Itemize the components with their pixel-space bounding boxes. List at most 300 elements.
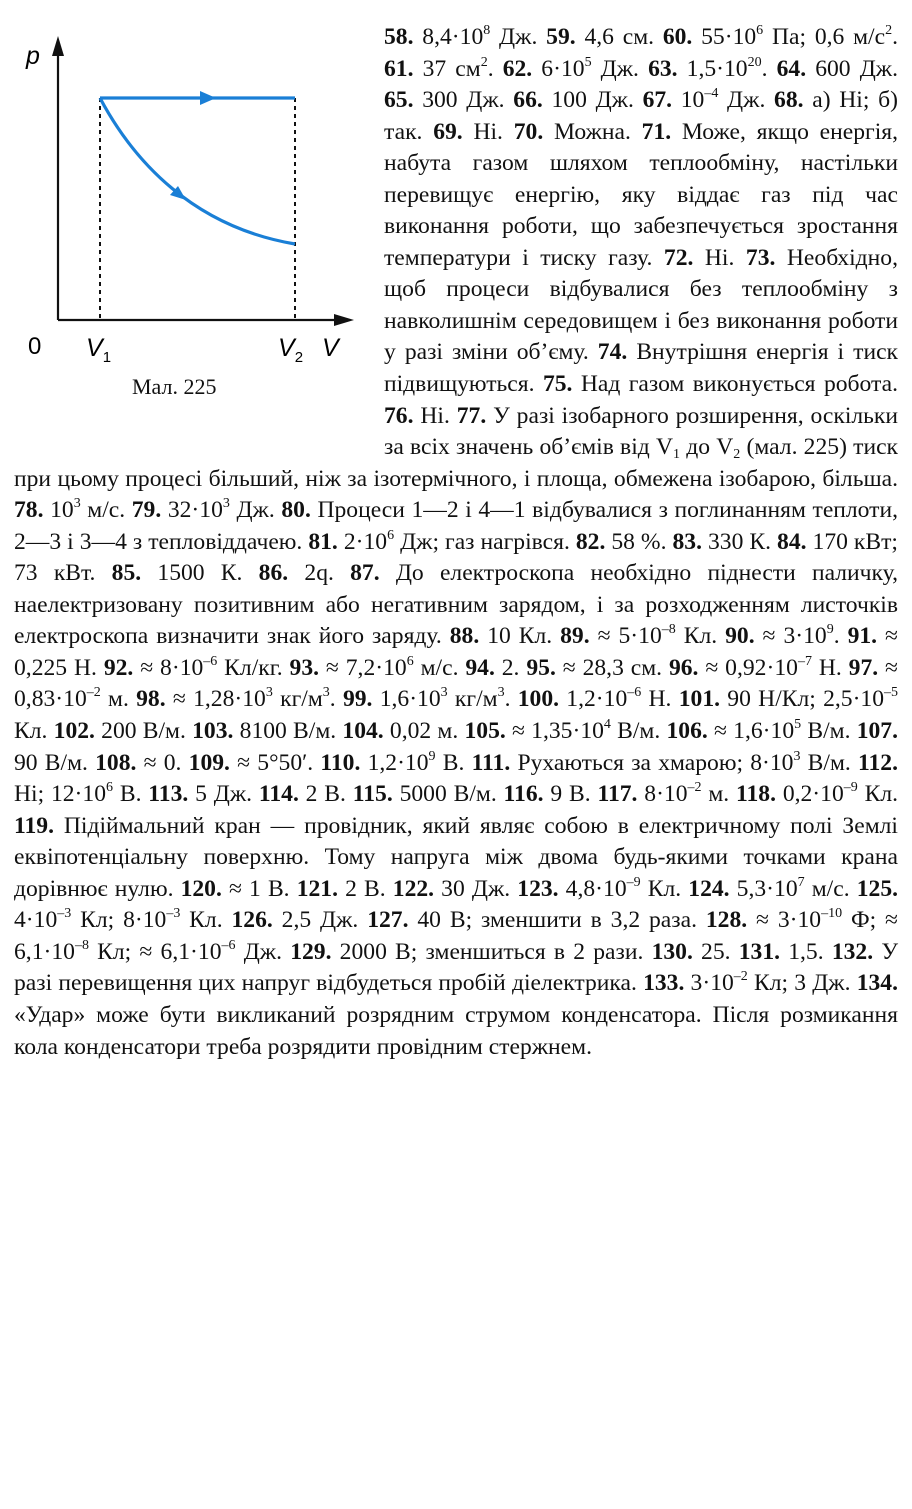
answer-sup: –9 bbox=[843, 780, 858, 796]
answer-item bbox=[576, 529, 673, 555]
answer-number: 115. bbox=[352, 781, 393, 808]
answer-number: 89. bbox=[560, 623, 590, 650]
answer-text: Кл. bbox=[640, 875, 689, 902]
answer-number: 118. bbox=[736, 781, 776, 808]
isobar-arrow-icon bbox=[200, 91, 216, 105]
answer-item bbox=[643, 87, 774, 113]
isotherm-curve bbox=[100, 98, 295, 244]
answer-number: 63. bbox=[648, 55, 678, 82]
answer-text: 1,5·10 bbox=[677, 55, 748, 82]
answer-sup: 3 bbox=[497, 685, 505, 701]
answer-text: 300 Дж. bbox=[413, 87, 514, 114]
answer-text: 2 В. bbox=[338, 875, 393, 902]
answer-number: 85. bbox=[111, 560, 142, 587]
answer-text: 2. bbox=[494, 654, 527, 681]
answer-text: 5,3·10 bbox=[729, 875, 798, 902]
answer-text: Ф; ≈ 6,1·10 bbox=[14, 907, 898, 965]
answer-text: 58 %. bbox=[605, 528, 673, 555]
answer-number: 113. bbox=[148, 781, 189, 808]
answer-item bbox=[367, 907, 706, 933]
answer-item bbox=[643, 970, 857, 996]
answer-item bbox=[546, 24, 663, 50]
answer-number: 67. bbox=[642, 87, 673, 114]
answer-sup: –6 bbox=[203, 653, 218, 669]
answer-sup: 3 bbox=[322, 685, 330, 701]
answer-number: 72. bbox=[663, 244, 694, 271]
answer-item bbox=[652, 939, 739, 965]
answer-text: 5000 В/м. bbox=[392, 781, 504, 808]
answer-item bbox=[450, 623, 560, 649]
answer-sup: 5 bbox=[794, 717, 802, 733]
answer-number: 95. bbox=[526, 654, 556, 681]
answer-text: 25. bbox=[692, 938, 739, 965]
answer-number: 128. bbox=[705, 907, 748, 934]
answer-text: Ні. bbox=[413, 402, 457, 429]
answer-text: В/м. bbox=[610, 718, 667, 745]
answer-number: 109. bbox=[188, 749, 230, 776]
answer-text: Кл. bbox=[675, 623, 726, 650]
answer-sup: –10 bbox=[821, 906, 843, 922]
answer-number: 116. bbox=[503, 781, 544, 808]
answer-text: 37 см bbox=[413, 55, 481, 82]
answer-text: Дж. bbox=[718, 87, 775, 114]
answer-sup: –9 bbox=[626, 874, 641, 890]
answer-number: 105. bbox=[464, 718, 506, 745]
answer-text: ≈ 5·10 bbox=[589, 623, 662, 650]
answer-text: м. bbox=[701, 781, 736, 808]
answer-text: . bbox=[833, 623, 848, 650]
answer-number: 103. bbox=[192, 718, 234, 745]
answer-number: 62. bbox=[502, 55, 533, 82]
answer-item bbox=[353, 781, 504, 807]
answer-item bbox=[393, 876, 518, 902]
answer-number: 110. bbox=[320, 749, 361, 776]
answer-text: 9 В. bbox=[543, 781, 598, 808]
p-axis-arrow-icon bbox=[52, 36, 64, 56]
pv-diagram bbox=[14, 22, 376, 382]
answer-sup: 3 bbox=[265, 685, 273, 701]
answer-item bbox=[543, 371, 898, 397]
answer-text: Внутрішня енергія і тиск підвищуються. bbox=[384, 339, 899, 398]
answer-sup: –2 bbox=[687, 780, 702, 796]
answer-text: . bbox=[504, 686, 518, 713]
answer-sup: 3 bbox=[73, 496, 81, 512]
answer-number: 134. bbox=[856, 970, 898, 997]
page bbox=[14, 22, 898, 1063]
answer-number: 71. bbox=[641, 118, 672, 145]
answer-sup: –6 bbox=[627, 685, 642, 701]
answer-item bbox=[669, 655, 849, 681]
answer-item bbox=[663, 24, 898, 50]
answer-text: м/с. bbox=[413, 654, 466, 681]
answer-text: 4,6 см. bbox=[575, 24, 663, 50]
p-axis-label: p bbox=[26, 42, 40, 70]
answer-text: 10 bbox=[672, 87, 705, 114]
answer-number: 117. bbox=[597, 781, 638, 808]
answer-text: Н. bbox=[811, 654, 849, 681]
answer-item bbox=[518, 686, 679, 712]
answer-number: 100. bbox=[517, 686, 560, 713]
answer-sup: 6 bbox=[756, 23, 764, 38]
answer-text: ≈ 8·10 bbox=[133, 654, 204, 681]
answer-item bbox=[259, 560, 350, 586]
answer-number: 122. bbox=[392, 875, 435, 902]
answer-text: 40 В; зменшити в 3,2 раза. bbox=[408, 907, 706, 934]
answer-item bbox=[384, 87, 513, 113]
answer-text: . bbox=[761, 55, 777, 82]
answer-text: ≈ 1,28·10 bbox=[165, 686, 266, 713]
answer-number: 99. bbox=[342, 686, 373, 713]
answer-number: 83. bbox=[672, 528, 702, 555]
answer-text: Ні. bbox=[693, 244, 746, 271]
answer-text: ≈ 0,92·10 bbox=[698, 654, 798, 681]
answer-text: Дж. bbox=[229, 497, 282, 524]
answer-sup: –2 bbox=[86, 685, 101, 701]
answer-number: 66. bbox=[513, 87, 543, 114]
answer-number: 65. bbox=[384, 87, 414, 114]
answer-sup: 20 bbox=[747, 54, 762, 70]
answer-item bbox=[290, 655, 466, 681]
answer-sup: 4 bbox=[603, 717, 611, 733]
answer-text: Кл/кг. bbox=[217, 654, 290, 681]
answer-item bbox=[231, 907, 367, 933]
answer-number: 87. bbox=[350, 560, 380, 587]
answer-text: 0,02 м. bbox=[383, 718, 465, 745]
answer-item bbox=[192, 718, 342, 744]
answer-number: 111. bbox=[471, 749, 511, 776]
answer-sup: –4 bbox=[704, 86, 719, 102]
answer-text: Рухаються за хмарою; 8·10 bbox=[510, 749, 794, 776]
answer-number: 80. bbox=[281, 497, 311, 524]
answer-text: Можна. bbox=[543, 118, 642, 145]
answer-sup: 2 bbox=[480, 54, 488, 70]
answer-number: 126. bbox=[231, 907, 273, 934]
answer-text: 2·10 bbox=[337, 528, 388, 555]
answer-sup: –3 bbox=[166, 906, 181, 922]
answer-item bbox=[342, 718, 464, 744]
answer-number: 112. bbox=[858, 749, 898, 776]
answer-sup: –2 bbox=[733, 969, 748, 985]
answer-text: ≈ 0,225 Н. bbox=[14, 623, 898, 681]
answer-item bbox=[526, 655, 669, 681]
answer-text: У разі перевищення цих напруг відбудеться пробій діелектрика. bbox=[14, 938, 899, 997]
answer-item bbox=[560, 623, 725, 649]
answer-text: Дж. bbox=[591, 55, 649, 82]
answer-number: 70. bbox=[513, 118, 544, 145]
answer-text: 330 К. bbox=[702, 528, 778, 555]
answer-number: 68. bbox=[774, 87, 804, 114]
answer-text: Ні. bbox=[462, 118, 514, 145]
answer-item bbox=[132, 497, 282, 523]
answer-text: ≈ 0,83·10 bbox=[14, 654, 898, 713]
answer-number: 133. bbox=[643, 970, 685, 997]
answer-text: 4·10 bbox=[14, 907, 58, 934]
answer-number: 107. bbox=[856, 718, 898, 745]
answer-number: 88. bbox=[449, 623, 480, 650]
answer-item bbox=[666, 718, 856, 744]
answer-text: Дж. bbox=[490, 24, 547, 50]
answer-text: Необхідно, щоб процеси відбувалися без теплообміну з навколишнім середовищем і без виконання роботи у разі зміни об’єму. bbox=[384, 244, 898, 366]
answer-sup: 9 bbox=[826, 622, 834, 638]
answer-number: 101. bbox=[678, 686, 721, 713]
figure-225 bbox=[14, 22, 376, 442]
v1-label: $V_1$ bbox=[86, 334, 112, 366]
answer-text: 2,5 Дж. bbox=[272, 907, 368, 934]
answer-number: 60. bbox=[662, 24, 693, 50]
answer-text: . bbox=[487, 55, 503, 82]
answer-number: 81. bbox=[308, 528, 338, 555]
answer-text: Кл. bbox=[14, 718, 54, 745]
answer-text: 30 Дж. bbox=[434, 875, 518, 902]
answer-text: Кл; ≈ 6,1·10 bbox=[88, 938, 222, 965]
answer-number: 102. bbox=[53, 718, 95, 745]
answer-text: Кл. bbox=[857, 781, 898, 808]
answer-sub: 2 bbox=[733, 447, 741, 463]
answer-number: 59. bbox=[546, 24, 576, 50]
answer-number: 131. bbox=[738, 938, 781, 965]
answer-text: Може, якщо енергія, набута газом шляхом теплообміну, настільки перевищує енергію, яку віддає газ під час виконання роботи, що забезпечується зростання температури і тиску газу. bbox=[384, 118, 898, 271]
answer-item bbox=[95, 750, 189, 776]
answer-text: 2 В. bbox=[298, 781, 353, 808]
answer-text: В. bbox=[113, 781, 149, 808]
answer-text: кг/м bbox=[272, 686, 323, 713]
answer-sup: 6 bbox=[406, 653, 414, 669]
answer-number: 97. bbox=[848, 654, 879, 681]
answer-item bbox=[725, 623, 847, 649]
answer-text: В/м. bbox=[801, 718, 857, 745]
answer-item bbox=[777, 56, 898, 82]
answer-item bbox=[384, 403, 457, 429]
answer-text: Ні; 12·10 bbox=[14, 781, 107, 808]
answer-item bbox=[259, 781, 353, 807]
answer-text: У разі ізобарного розширення, оскільки за всіх значень об’ємів від V bbox=[384, 402, 899, 461]
answer-number: 104. bbox=[342, 718, 384, 745]
answer-sup: –3 bbox=[57, 906, 72, 922]
answer-item bbox=[517, 876, 688, 902]
origin-label: 0 bbox=[28, 333, 42, 360]
answer-text: 10 bbox=[43, 497, 74, 524]
answer-number: 130. bbox=[651, 938, 693, 965]
answer-text: 55·10 bbox=[692, 24, 757, 50]
answer-sup: 5 bbox=[584, 54, 592, 70]
answer-text: а) Ні; б) так. bbox=[384, 87, 898, 145]
answer-text: ≈ 1,6·10 bbox=[707, 718, 795, 745]
answer-item bbox=[148, 781, 259, 807]
answer-text: 200 В/м. bbox=[94, 718, 193, 745]
v2-label: $V_2$ bbox=[278, 334, 304, 366]
answer-number: 119. bbox=[14, 812, 54, 839]
answer-number: 77. bbox=[456, 402, 487, 429]
answer-item bbox=[384, 24, 546, 50]
answer-text: 8100 В/м. bbox=[233, 718, 343, 745]
answer-text: ≈ 3·10 bbox=[754, 623, 827, 650]
answer-number: 106. bbox=[666, 718, 708, 745]
answer-item bbox=[504, 781, 598, 807]
answer-number: 82. bbox=[575, 528, 606, 555]
answer-item bbox=[503, 56, 648, 82]
answer-text: 1,6·10 bbox=[372, 686, 441, 713]
answer-number: 75. bbox=[542, 371, 573, 398]
answer-item bbox=[688, 876, 856, 902]
answer-number: 92. bbox=[103, 654, 134, 681]
answer-number: 61. bbox=[384, 55, 414, 82]
answer-text: м. bbox=[100, 686, 137, 713]
answer-text: В/м. bbox=[800, 749, 858, 776]
answer-text: Кл; 3 Дж. bbox=[747, 970, 857, 997]
answer-sup: –5 bbox=[884, 685, 899, 701]
answer-number: 69. bbox=[433, 118, 463, 145]
answer-sub: 1 bbox=[673, 447, 681, 463]
answer-number: 125. bbox=[856, 875, 899, 902]
answer-text: 1,2·10 bbox=[360, 749, 429, 776]
answer-number: 127. bbox=[367, 907, 409, 934]
answer-number: 93. bbox=[289, 654, 320, 681]
answer-text: ≈ 0. bbox=[136, 749, 189, 776]
answer-item bbox=[189, 750, 321, 776]
answer-number: 91. bbox=[847, 623, 878, 650]
answer-text: 1,2·10 bbox=[559, 686, 628, 713]
answer-item bbox=[597, 781, 736, 807]
answer-text: Процеси 1—2 і 4—1 відбувалися з поглинанням теплоти, 2—3 і 3—4 з тепловіддачею. bbox=[14, 497, 899, 555]
answer-number: 120. bbox=[180, 875, 222, 902]
answer-text: Дж; газ нагрівся. bbox=[394, 528, 576, 555]
answer-sup: 2 bbox=[885, 23, 893, 38]
answer-text: . bbox=[892, 24, 898, 50]
answer-text: «Удар» може бути викликаний розрядним струмом конденсатора. Після розмикання кола конденсатори треба розрядити провідним стержнем. bbox=[14, 1001, 898, 1060]
answer-text: 4,8·10 bbox=[558, 875, 627, 902]
answer-number: 90. bbox=[725, 623, 755, 650]
answer-number: 94. bbox=[465, 654, 495, 681]
answer-item bbox=[320, 750, 471, 776]
answer-sup: 3 bbox=[793, 748, 801, 764]
answer-item bbox=[104, 655, 290, 681]
answer-sup: –8 bbox=[74, 937, 89, 953]
figure-caption: Мал. 225 bbox=[132, 374, 217, 399]
answer-item bbox=[308, 529, 576, 555]
answer-text: м/с. bbox=[804, 875, 857, 902]
answer-item bbox=[384, 56, 503, 82]
answer-text: 2q. bbox=[288, 560, 351, 587]
answer-text: Кл; 8·10 bbox=[71, 907, 167, 934]
answer-text: В. bbox=[435, 749, 472, 776]
answer-text: Дж. bbox=[235, 938, 291, 965]
answer-text: Н. bbox=[641, 686, 679, 713]
answer-number: 78. bbox=[14, 497, 44, 524]
answer-text: До електроскопа необхідно піднести паличку, наелектризовану позитивним або негативним зарядом, і за розходженням листочків електроскопа визначити знак його заряду. bbox=[14, 560, 898, 650]
answer-text: ≈ 5°50′. bbox=[229, 749, 321, 776]
answer-item bbox=[112, 560, 259, 586]
answer-number: 74. bbox=[597, 339, 628, 366]
answer-text: 3·10 bbox=[684, 970, 734, 997]
answer-item bbox=[297, 876, 393, 902]
answer-sup: 9 bbox=[428, 748, 436, 764]
answer-text: 170 кВт; 73 кВт. bbox=[14, 528, 898, 587]
answer-item bbox=[14, 497, 132, 523]
answer-text: 32·10 bbox=[161, 497, 223, 524]
answer-sup: –6 bbox=[221, 937, 236, 953]
answer-item bbox=[433, 119, 514, 145]
answer-item bbox=[290, 939, 651, 965]
answer-text: . bbox=[329, 686, 343, 713]
answer-item bbox=[472, 750, 858, 776]
answer-text: 600 Дж. bbox=[806, 55, 898, 82]
answer-number: 132. bbox=[831, 938, 874, 965]
answer-text: 2000 В; зменшиться в 2 рази. bbox=[331, 938, 652, 965]
answer-text: 8·10 bbox=[637, 781, 688, 808]
answer-text: до V bbox=[680, 434, 734, 461]
answer-text: 6·10 bbox=[532, 55, 585, 82]
answer-text: ≈ 28,3 см. bbox=[555, 654, 669, 681]
answer-item bbox=[181, 876, 297, 902]
answer-text: ≈ 3·10 bbox=[747, 907, 822, 934]
answer-item bbox=[136, 686, 343, 712]
answer-number: 108. bbox=[95, 749, 137, 776]
answer-number: 129. bbox=[290, 938, 332, 965]
answer-text: Над газом виконується робота. bbox=[572, 371, 898, 398]
answer-sup: 6 bbox=[106, 780, 114, 796]
answer-text: 8,4·10 bbox=[413, 24, 484, 50]
answer-text: Підіймальний кран — провідник, який являє собою в електричному полі Землі еквіпотенціальну поверхню. Тому напруга між двома будь-якими точками крана дорівнює нулю. bbox=[14, 812, 898, 902]
answer-sup: –8 bbox=[661, 622, 676, 638]
answer-sup: 7 bbox=[797, 874, 805, 890]
answer-text: 10 Кл. bbox=[479, 623, 561, 650]
answer-number: 58. bbox=[384, 24, 414, 50]
answer-text: кг/м bbox=[447, 686, 498, 713]
answer-item bbox=[664, 245, 746, 271]
v-axis-label: V bbox=[322, 334, 339, 362]
answer-text: 5 Дж. bbox=[188, 781, 259, 808]
answer-text: 1,5. bbox=[780, 938, 832, 965]
answer-text: ≈ 7,2·10 bbox=[319, 654, 407, 681]
answer-text: 90 Н/Кл; 2,5·10 bbox=[720, 686, 885, 713]
v-axis-arrow-icon bbox=[334, 314, 354, 326]
answer-item bbox=[54, 718, 192, 744]
answer-item bbox=[513, 87, 642, 113]
answer-item bbox=[343, 686, 518, 712]
answer-text: ≈ 1 В. bbox=[221, 875, 297, 902]
answer-number: 64. bbox=[776, 55, 807, 82]
answer-number: 98. bbox=[136, 686, 166, 713]
answer-item bbox=[673, 529, 778, 555]
answer-text: 0,2·10 bbox=[776, 781, 844, 808]
answer-sup: –7 bbox=[797, 653, 812, 669]
answer-number: 114. bbox=[258, 781, 299, 808]
answer-number: 86. bbox=[258, 560, 289, 587]
answer-number: 123. bbox=[517, 875, 559, 902]
answer-sup: 8 bbox=[483, 23, 491, 38]
answer-item bbox=[736, 781, 898, 807]
answer-number: 73. bbox=[745, 244, 776, 271]
answer-text: 100 Дж. bbox=[542, 87, 643, 114]
answer-item bbox=[465, 655, 526, 681]
answer-text: 90 В/м. bbox=[14, 749, 96, 776]
answer-sup: 3 bbox=[222, 496, 230, 512]
answer-number: 124. bbox=[688, 875, 730, 902]
answer-number: 121. bbox=[296, 875, 338, 902]
answer-number: 84. bbox=[777, 528, 807, 555]
answer-text: Кл. bbox=[180, 907, 232, 934]
answer-item bbox=[739, 939, 832, 965]
answer-text: м/с. bbox=[80, 497, 132, 524]
answer-text: 1500 К. bbox=[141, 560, 259, 587]
answer-number: 96. bbox=[668, 654, 699, 681]
answer-sup: 3 bbox=[440, 685, 448, 701]
answer-item bbox=[648, 56, 777, 82]
answer-item bbox=[514, 119, 642, 145]
answer-number: 76. bbox=[384, 402, 414, 429]
answer-text: Па; 0,6 м/с bbox=[763, 24, 886, 50]
answer-item bbox=[464, 718, 666, 744]
